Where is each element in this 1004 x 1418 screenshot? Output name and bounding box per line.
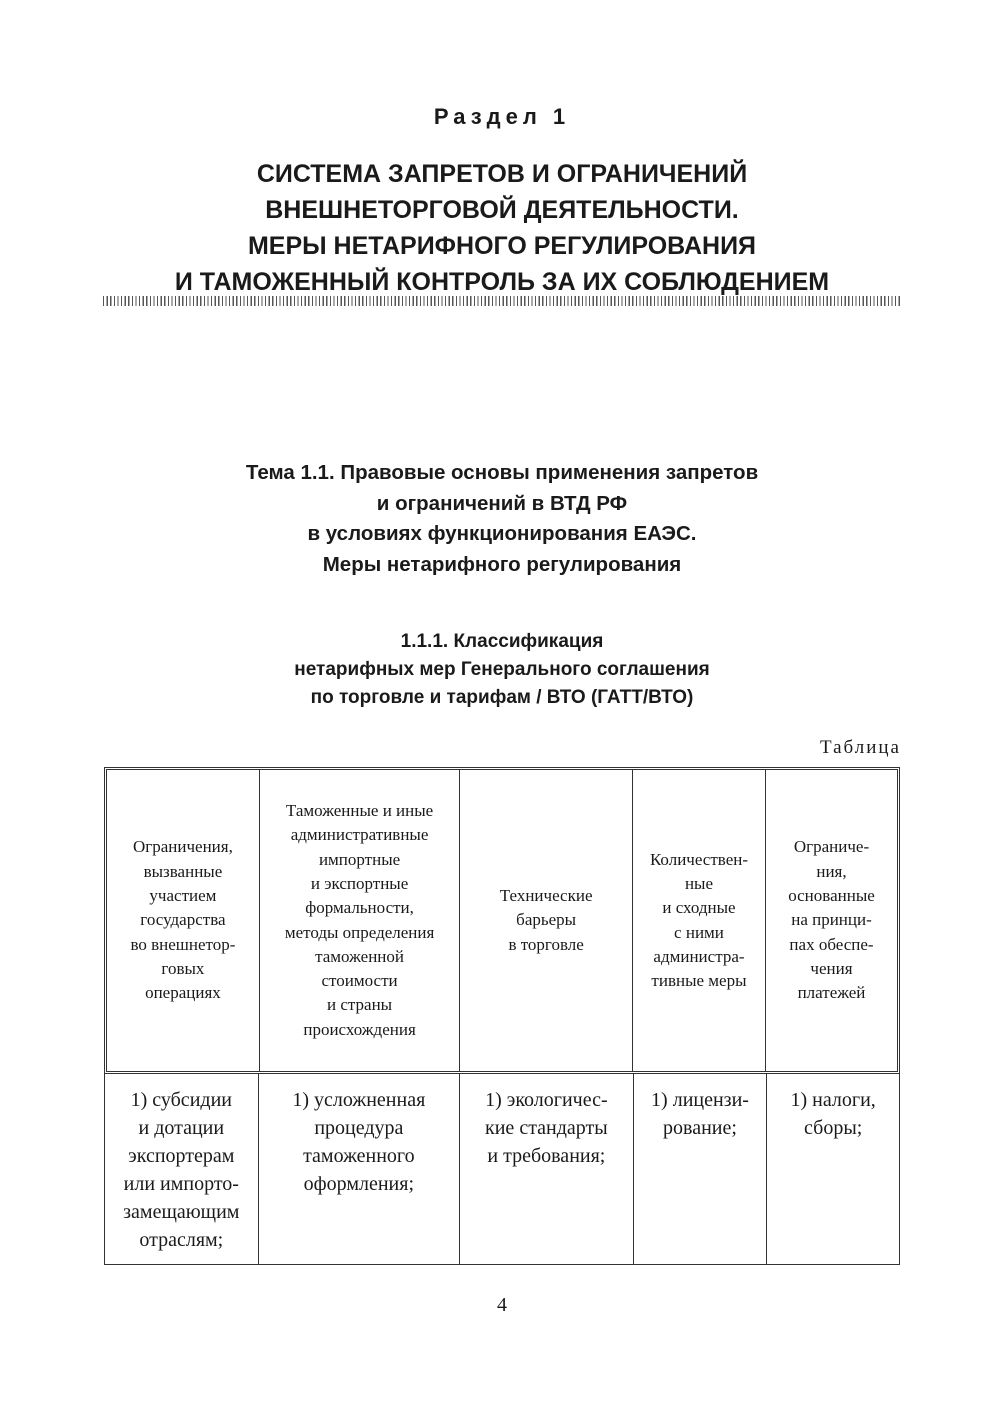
cell-line: 1) лицензи- [651,1089,749,1111]
header-line: операциях [145,983,221,1003]
header-line: на принци- [791,910,872,930]
subsection-title-line: по торговле и тарифам / ВТО (ГАТТ/ВТО) [310,687,694,708]
cell-line: 1) субсидии [130,1089,232,1111]
cell-line: 1) налоги, [790,1089,876,1111]
header-cell-text [130,835,235,1005]
header-line: чения [810,958,853,978]
cell-line: рование; [663,1117,737,1139]
topic-title-line: и ограничений в ВТД РФ [376,491,628,515]
topic-title-line: в условиях функционирования ЕАЭС. [307,522,697,545]
header-line: с ними [674,922,724,942]
cell-line: процедура [314,1117,404,1139]
header-line: методы определения [284,922,435,942]
header-line: и сходные [662,898,736,918]
header-cell [460,770,633,1071]
cell-line: таможенного [303,1145,415,1167]
header-line: барьеры [516,910,577,930]
table-cell [634,1074,768,1264]
topic-title-line: Тема 1.1. Правовые основы применения запретов [245,461,759,484]
header-line: импортные [318,849,401,869]
subsection-title-line: нетарифных мер Генерального соглашения [294,659,710,680]
header-line: и экспортные [310,873,409,893]
cell-line: 1) усложненная [292,1089,426,1111]
table-cell [460,1074,634,1264]
header-line: вызванные [143,861,223,881]
cell-line: замещающим [123,1201,240,1223]
section-title-line: СИСТЕМА ЗАПРЕТОВ И ОГРАНИЧЕНИЙ [256,160,748,188]
table-cell [767,1074,899,1264]
subsection-title [0,628,1004,712]
section-label: Раздел 1 [433,104,571,129]
header-cell-text [650,848,748,994]
table-cell [105,1074,259,1264]
header-line: основанные [788,886,875,906]
header-cell [766,770,897,1071]
header-line: участием [149,886,217,906]
header-cell [633,770,766,1071]
page-number: 4 [497,1294,507,1316]
cell-line: сборы; [804,1117,863,1139]
cell-line: экспортерам [128,1145,235,1167]
cell-line: или импорто- [123,1173,239,1195]
section-title-line: МЕРЫ НЕТАРИФНОГО РЕГУЛИРОВАНИЯ [247,232,757,260]
cell-line: кие стандарты [485,1117,608,1139]
header-line: формальности, [305,898,414,918]
section-title-line: И ТАМОЖЕННЫЙ КОНТРОЛЬ ЗА ИХ СОБЛЮДЕНИЕМ [174,268,830,296]
header-line: государства [140,910,226,930]
cell-line: и требования; [487,1145,606,1167]
header-line: таможенной [315,946,404,966]
header-line: во внешнетор- [130,934,236,954]
header-line: Ограниче- [793,837,870,857]
header-cell-text [788,835,875,1005]
decorative-rule [103,296,900,306]
topic-title-line: Меры нетарифного регулирования [322,552,682,576]
section-title [0,156,1004,300]
header-line: ния, [816,861,847,881]
header-line: ные [684,873,714,893]
header-line: говых [161,958,205,978]
section-title-line: ВНЕШНЕТОРГОВОЙ ДЕЯТЕЛЬНОСТИ. [265,196,739,224]
table-header-row [104,767,900,1074]
cell-line: 1) экологичес- [485,1089,608,1111]
subsection-title-line: 1.1.1. Классификация [400,631,604,652]
header-line: пах обеспе- [789,934,874,954]
classification-table [104,767,900,1265]
header-line: администра- [653,946,745,966]
header-line: Технические [499,886,593,906]
header-line: стоимости [321,971,398,991]
header-line: административные [290,825,429,845]
header-line: тивные меры [651,971,747,991]
table-label: Таблица [819,737,901,758]
header-cell [260,770,460,1071]
cell-line: отраслям; [139,1229,224,1251]
header-cell-text [285,799,435,1042]
header-cell [107,770,260,1071]
header-line: Таможенные и иные [285,801,434,821]
header-line: и страны [327,995,393,1015]
topic-title [0,458,1004,580]
header-line: Ограничения, [132,837,233,857]
cell-line: и дотации [138,1117,225,1139]
header-line: Количествен- [649,849,749,869]
cell-line: оформления; [303,1173,415,1195]
table-cell [259,1074,460,1264]
header-line: происхождения [303,1019,416,1039]
header-line: платежей [797,983,866,1003]
header-line: в торговле [508,934,584,954]
header-cell-text [500,884,593,957]
table-row [104,1074,900,1265]
